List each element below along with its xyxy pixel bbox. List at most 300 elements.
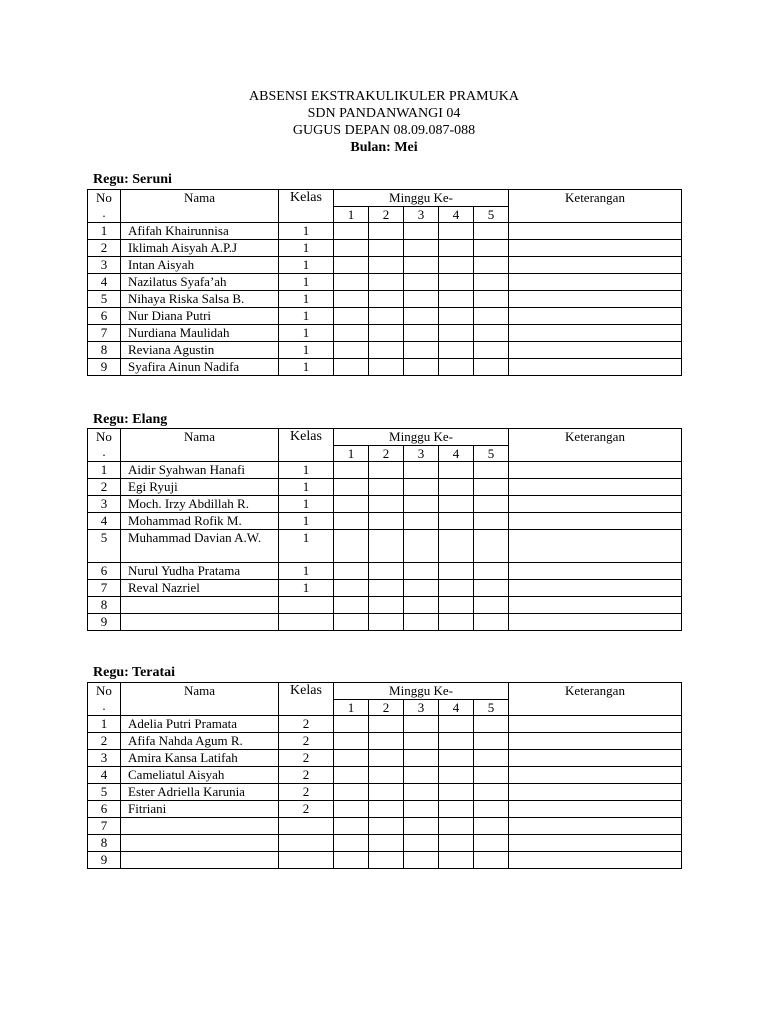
attendance-cell[interactable] <box>404 240 439 257</box>
week-header: 5 <box>474 700 509 716</box>
attendance-cell[interactable] <box>404 767 439 784</box>
student-class: 2 <box>279 784 334 801</box>
student-class: 1 <box>279 359 334 376</box>
attendance-cell[interactable] <box>369 733 404 750</box>
attendance-cell[interactable] <box>404 257 439 274</box>
col-no-header <box>88 683 121 716</box>
attendance-cell[interactable] <box>369 614 404 631</box>
attendance-cell[interactable] <box>474 767 509 784</box>
attendance-cell[interactable] <box>474 240 509 257</box>
attendance-cell[interactable] <box>474 462 509 479</box>
col-no-header <box>88 429 121 462</box>
attendance-cell[interactable] <box>334 818 369 835</box>
student-name <box>121 597 279 614</box>
row-number: 2 <box>88 479 121 496</box>
student-class <box>279 835 334 852</box>
student-name: Nazilatus Syafa’ah <box>121 274 279 291</box>
keterangan-cell[interactable] <box>509 479 682 496</box>
attendance-cell[interactable] <box>474 513 509 530</box>
student-class <box>279 597 334 614</box>
attendance-cell[interactable] <box>404 818 439 835</box>
keterangan-cell[interactable] <box>509 767 682 784</box>
student-class: 1 <box>279 563 334 580</box>
attendance-cell[interactable] <box>474 750 509 767</box>
keterangan-cell[interactable] <box>509 784 682 801</box>
table-row <box>88 496 682 513</box>
document-header <box>0 88 768 156</box>
attendance-cell[interactable] <box>404 530 439 563</box>
student-class: 1 <box>279 308 334 325</box>
student-name: Ester Adriella Karunia <box>121 784 279 801</box>
attendance-cell[interactable] <box>369 342 404 359</box>
attendance-cell[interactable] <box>334 530 369 563</box>
attendance-cell[interactable] <box>369 767 404 784</box>
student-class: 2 <box>279 750 334 767</box>
row-number: 2 <box>88 240 121 257</box>
student-class: 1 <box>279 223 334 240</box>
table-row <box>88 257 682 274</box>
attendance-cell[interactable] <box>439 479 474 496</box>
keterangan-cell[interactable] <box>509 496 682 513</box>
student-name: Nurdiana Maulidah <box>121 325 279 342</box>
col-no-dot: . <box>102 444 106 459</box>
attendance-cell[interactable] <box>369 479 404 496</box>
keterangan-cell[interactable] <box>509 462 682 479</box>
student-name: Muhammad Davian A.W. <box>121 530 279 563</box>
student-class: 2 <box>279 716 334 733</box>
col-nama-header: Nama <box>121 429 279 462</box>
row-number: 5 <box>88 291 121 308</box>
student-class <box>279 614 334 631</box>
keterangan-cell[interactable] <box>509 240 682 257</box>
attendance-cell[interactable] <box>334 462 369 479</box>
table-row <box>88 733 682 750</box>
row-number: 1 <box>88 223 121 240</box>
attendance-cell[interactable] <box>474 614 509 631</box>
attendance-cell[interactable] <box>439 223 474 240</box>
attendance-cell[interactable] <box>404 580 439 597</box>
attendance-cell[interactable] <box>404 563 439 580</box>
student-name: Afifa Nahda Agum R. <box>121 733 279 750</box>
week-header: 3 <box>404 207 439 223</box>
attendance-cell[interactable] <box>439 496 474 513</box>
attendance-cell[interactable] <box>474 342 509 359</box>
attendance-cell[interactable] <box>334 325 369 342</box>
row-number: 5 <box>88 784 121 801</box>
keterangan-cell[interactable] <box>509 818 682 835</box>
student-name: Amira Kansa Latifah <box>121 750 279 767</box>
week-header: 5 <box>474 446 509 462</box>
student-class: 1 <box>279 342 334 359</box>
attendance-cell[interactable] <box>334 580 369 597</box>
attendance-cell[interactable] <box>369 240 404 257</box>
attendance-cell[interactable] <box>474 479 509 496</box>
student-name <box>121 614 279 631</box>
attendance-cell[interactable] <box>404 342 439 359</box>
week-header: 1 <box>334 446 369 462</box>
attendance-cell[interactable] <box>404 614 439 631</box>
table-row <box>88 359 682 376</box>
student-name: Aidir Syahwan Hanafi <box>121 462 279 479</box>
row-number: 5 <box>88 530 121 563</box>
attendance-cell[interactable] <box>334 852 369 869</box>
attendance-cell[interactable] <box>404 801 439 818</box>
keterangan-cell[interactable] <box>509 563 682 580</box>
table-row <box>88 801 682 818</box>
keterangan-cell[interactable] <box>509 801 682 818</box>
row-number: 8 <box>88 342 121 359</box>
attendance-cell[interactable] <box>334 342 369 359</box>
table-row <box>88 325 682 342</box>
attendance-cell[interactable] <box>439 359 474 376</box>
row-number: 3 <box>88 750 121 767</box>
attendance-cell[interactable] <box>474 580 509 597</box>
student-name: Fitriani <box>121 801 279 818</box>
student-name: Cameliatul Aisyah <box>121 767 279 784</box>
attendance-cell[interactable] <box>439 530 474 563</box>
col-no-header <box>88 190 121 223</box>
attendance-cell[interactable] <box>474 733 509 750</box>
attendance-cell[interactable] <box>474 359 509 376</box>
student-class <box>279 852 334 869</box>
attendance-cell[interactable] <box>404 733 439 750</box>
attendance-cell[interactable] <box>334 733 369 750</box>
group-title: Regu: Teratai <box>93 665 176 680</box>
week-header: 3 <box>404 446 439 462</box>
row-number: 6 <box>88 563 121 580</box>
attendance-cell[interactable] <box>439 257 474 274</box>
attendance-cell[interactable] <box>474 563 509 580</box>
student-name: Reval Nazriel <box>121 580 279 597</box>
col-nama-header: Nama <box>121 190 279 223</box>
keterangan-cell[interactable] <box>509 716 682 733</box>
week-header: 2 <box>369 700 404 716</box>
keterangan-cell[interactable] <box>509 274 682 291</box>
attendance-cell[interactable] <box>474 291 509 308</box>
table-row <box>88 580 682 597</box>
attendance-cell[interactable] <box>404 716 439 733</box>
attendance-cell[interactable] <box>439 835 474 852</box>
student-name: Iklimah Aisyah A.P.J <box>121 240 279 257</box>
attendance-cell[interactable] <box>474 716 509 733</box>
attendance-cell[interactable] <box>404 462 439 479</box>
col-no-label: No <box>96 429 112 444</box>
month-label: Bulan: Mei <box>350 140 418 155</box>
row-number: 4 <box>88 767 121 784</box>
attendance-cell[interactable] <box>369 750 404 767</box>
attendance-cell[interactable] <box>369 801 404 818</box>
attendance-cell[interactable] <box>334 513 369 530</box>
attendance-cell[interactable] <box>334 801 369 818</box>
attendance-cell[interactable] <box>404 750 439 767</box>
keterangan-cell[interactable] <box>509 614 682 631</box>
table-row <box>88 784 682 801</box>
attendance-cell[interactable] <box>334 835 369 852</box>
attendance-cell[interactable] <box>474 308 509 325</box>
attendance-cell[interactable] <box>369 597 404 614</box>
attendance-cell[interactable] <box>404 784 439 801</box>
table-row <box>88 818 682 835</box>
table-row <box>88 852 682 869</box>
student-name: Nur Diana Putri <box>121 308 279 325</box>
table-row <box>88 750 682 767</box>
student-class <box>279 818 334 835</box>
keterangan-cell[interactable] <box>509 750 682 767</box>
row-number: 7 <box>88 580 121 597</box>
attendance-cell[interactable] <box>404 513 439 530</box>
col-minggu-header: Minggu Ke- <box>334 190 509 207</box>
attendance-cell[interactable] <box>439 614 474 631</box>
keterangan-cell[interactable] <box>509 359 682 376</box>
attendance-cell[interactable] <box>404 496 439 513</box>
attendance-cell[interactable] <box>334 274 369 291</box>
col-kelas-header: Kelas <box>279 190 334 223</box>
student-class: 2 <box>279 733 334 750</box>
attendance-cell[interactable] <box>404 223 439 240</box>
student-class: 1 <box>279 257 334 274</box>
row-number: 3 <box>88 257 121 274</box>
attendance-cell[interactable] <box>369 291 404 308</box>
week-header: 5 <box>474 207 509 223</box>
col-minggu-header: Minggu Ke- <box>334 429 509 446</box>
attendance-cell[interactable] <box>369 818 404 835</box>
table-row <box>88 530 682 563</box>
attendance-cell[interactable] <box>334 784 369 801</box>
attendance-cell[interactable] <box>369 462 404 479</box>
attendance-cell[interactable] <box>439 818 474 835</box>
keterangan-cell[interactable] <box>509 257 682 274</box>
attendance-cell[interactable] <box>474 784 509 801</box>
attendance-cell[interactable] <box>439 274 474 291</box>
attendance-cell[interactable] <box>369 359 404 376</box>
row-number: 8 <box>88 835 121 852</box>
row-number: 9 <box>88 359 121 376</box>
table-row <box>88 308 682 325</box>
attendance-cell[interactable] <box>439 784 474 801</box>
attendance-cell[interactable] <box>369 784 404 801</box>
student-class: 1 <box>279 291 334 308</box>
attendance-cell[interactable] <box>334 291 369 308</box>
attendance-cell[interactable] <box>369 308 404 325</box>
student-name <box>121 852 279 869</box>
week-header: 4 <box>439 446 474 462</box>
attendance-cell[interactable] <box>439 580 474 597</box>
col-keterangan-header: Keterangan <box>509 190 682 223</box>
row-number: 9 <box>88 614 121 631</box>
student-name: Syafira Ainun Nadifa <box>121 359 279 376</box>
group-title: Regu: Seruni <box>93 172 172 187</box>
attendance-cell[interactable] <box>369 257 404 274</box>
week-header: 3 <box>404 700 439 716</box>
keterangan-cell[interactable] <box>509 223 682 240</box>
week-header: 1 <box>334 207 369 223</box>
attendance-table <box>87 189 682 376</box>
col-no-label: No <box>96 190 112 205</box>
student-class: 1 <box>279 325 334 342</box>
student-class: 1 <box>279 462 334 479</box>
keterangan-cell[interactable] <box>509 308 682 325</box>
row-number: 4 <box>88 513 121 530</box>
attendance-cell[interactable] <box>334 359 369 376</box>
col-no-dot: . <box>102 698 106 713</box>
attendance-cell[interactable] <box>474 530 509 563</box>
col-kelas-header: Kelas <box>279 683 334 716</box>
attendance-cell[interactable] <box>334 479 369 496</box>
col-no-dot: . <box>102 205 106 220</box>
table-row <box>88 835 682 852</box>
student-class: 1 <box>279 496 334 513</box>
attendance-cell[interactable] <box>369 496 404 513</box>
attendance-cell[interactable] <box>334 223 369 240</box>
attendance-cell[interactable] <box>474 597 509 614</box>
row-number: 2 <box>88 733 121 750</box>
attendance-cell[interactable] <box>404 359 439 376</box>
attendance-cell[interactable] <box>369 513 404 530</box>
attendance-cell[interactable] <box>439 733 474 750</box>
attendance-cell[interactable] <box>404 308 439 325</box>
row-number: 6 <box>88 801 121 818</box>
student-name: Nihaya Riska Salsa B. <box>121 291 279 308</box>
table-row <box>88 563 682 580</box>
attendance-cell[interactable] <box>334 614 369 631</box>
attendance-cell[interactable] <box>369 580 404 597</box>
col-no-label: No <box>96 683 112 698</box>
attendance-cell[interactable] <box>439 767 474 784</box>
attendance-cell[interactable] <box>439 716 474 733</box>
row-number: 4 <box>88 274 121 291</box>
attendance-cell[interactable] <box>369 852 404 869</box>
row-number: 1 <box>88 716 121 733</box>
attendance-cell[interactable] <box>404 291 439 308</box>
attendance-cell[interactable] <box>334 716 369 733</box>
attendance-cell[interactable] <box>474 257 509 274</box>
attendance-cell[interactable] <box>369 223 404 240</box>
attendance-cell[interactable] <box>474 818 509 835</box>
attendance-cell[interactable] <box>404 274 439 291</box>
keterangan-cell[interactable] <box>509 580 682 597</box>
col-keterangan-header: Keterangan <box>509 683 682 716</box>
attendance-cell[interactable] <box>439 342 474 359</box>
attendance-cell[interactable] <box>404 479 439 496</box>
row-number: 7 <box>88 818 121 835</box>
attendance-table <box>87 682 682 869</box>
attendance-cell[interactable] <box>334 496 369 513</box>
table-row <box>88 597 682 614</box>
col-nama-header: Nama <box>121 683 279 716</box>
attendance-cell[interactable] <box>439 308 474 325</box>
col-kelas-header: Kelas <box>279 429 334 462</box>
attendance-cell[interactable] <box>474 223 509 240</box>
attendance-cell[interactable] <box>474 274 509 291</box>
keterangan-cell[interactable] <box>509 733 682 750</box>
attendance-cell[interactable] <box>334 257 369 274</box>
week-header: 1 <box>334 700 369 716</box>
attendance-cell[interactable] <box>404 597 439 614</box>
table-row <box>88 767 682 784</box>
attendance-cell[interactable] <box>369 530 404 563</box>
attendance-cell[interactable] <box>369 563 404 580</box>
row-number: 3 <box>88 496 121 513</box>
attendance-cell[interactable] <box>439 801 474 818</box>
student-name: Nurul Yudha Pratama <box>121 563 279 580</box>
keterangan-cell[interactable] <box>509 852 682 869</box>
student-class: 1 <box>279 274 334 291</box>
attendance-cell[interactable] <box>369 274 404 291</box>
keterangan-cell[interactable] <box>509 325 682 342</box>
table-row <box>88 614 682 631</box>
attendance-cell[interactable] <box>334 308 369 325</box>
attendance-cell[interactable] <box>439 563 474 580</box>
keterangan-cell[interactable] <box>509 597 682 614</box>
week-header: 2 <box>369 207 404 223</box>
group-title: Regu: Elang <box>93 412 168 427</box>
student-class: 2 <box>279 767 334 784</box>
title-line-3: GUGUS DEPAN 08.09.087-088 <box>292 123 476 138</box>
student-name: Intan Aisyah <box>121 257 279 274</box>
attendance-cell[interactable] <box>474 325 509 342</box>
attendance-table <box>87 428 682 631</box>
keterangan-cell[interactable] <box>509 835 682 852</box>
title-line-2: SDN PANDANWANGI 04 <box>307 106 461 121</box>
student-name: Afifah Khairunnisa <box>121 223 279 240</box>
attendance-cell[interactable] <box>474 496 509 513</box>
keterangan-cell[interactable] <box>509 291 682 308</box>
attendance-cell[interactable] <box>439 750 474 767</box>
attendance-cell[interactable] <box>369 835 404 852</box>
student-name: Adelia Putri Pramata <box>121 716 279 733</box>
attendance-cell[interactable] <box>439 325 474 342</box>
student-name <box>121 835 279 852</box>
attendance-cell[interactable] <box>474 835 509 852</box>
attendance-cell[interactable] <box>439 597 474 614</box>
attendance-cell[interactable] <box>369 716 404 733</box>
keterangan-cell[interactable] <box>509 530 682 563</box>
attendance-cell[interactable] <box>404 325 439 342</box>
attendance-cell[interactable] <box>369 325 404 342</box>
student-name: Moch. Irzy Abdillah R. <box>121 496 279 513</box>
attendance-cell[interactable] <box>334 563 369 580</box>
attendance-cell[interactable] <box>439 513 474 530</box>
row-number: 8 <box>88 597 121 614</box>
attendance-cell[interactable] <box>474 801 509 818</box>
attendance-cell[interactable] <box>334 240 369 257</box>
row-number: 7 <box>88 325 121 342</box>
student-name: Reviana Agustin <box>121 342 279 359</box>
attendance-cell[interactable] <box>334 597 369 614</box>
student-name: Mohammad Rofik M. <box>121 513 279 530</box>
attendance-cell[interactable] <box>439 291 474 308</box>
table-row <box>88 274 682 291</box>
attendance-cell[interactable] <box>439 462 474 479</box>
keterangan-cell[interactable] <box>509 342 682 359</box>
attendance-cell[interactable] <box>439 852 474 869</box>
row-number: 9 <box>88 852 121 869</box>
table-row <box>88 479 682 496</box>
keterangan-cell[interactable] <box>509 513 682 530</box>
attendance-cell[interactable] <box>334 767 369 784</box>
student-class: 1 <box>279 513 334 530</box>
table-row <box>88 240 682 257</box>
attendance-cell[interactable] <box>404 835 439 852</box>
student-name: Egi Ryuji <box>121 479 279 496</box>
attendance-cell[interactable] <box>334 750 369 767</box>
attendance-cell[interactable] <box>439 240 474 257</box>
student-class: 2 <box>279 801 334 818</box>
student-name <box>121 818 279 835</box>
attendance-cell[interactable] <box>404 852 439 869</box>
table-row <box>88 716 682 733</box>
attendance-cell[interactable] <box>474 852 509 869</box>
